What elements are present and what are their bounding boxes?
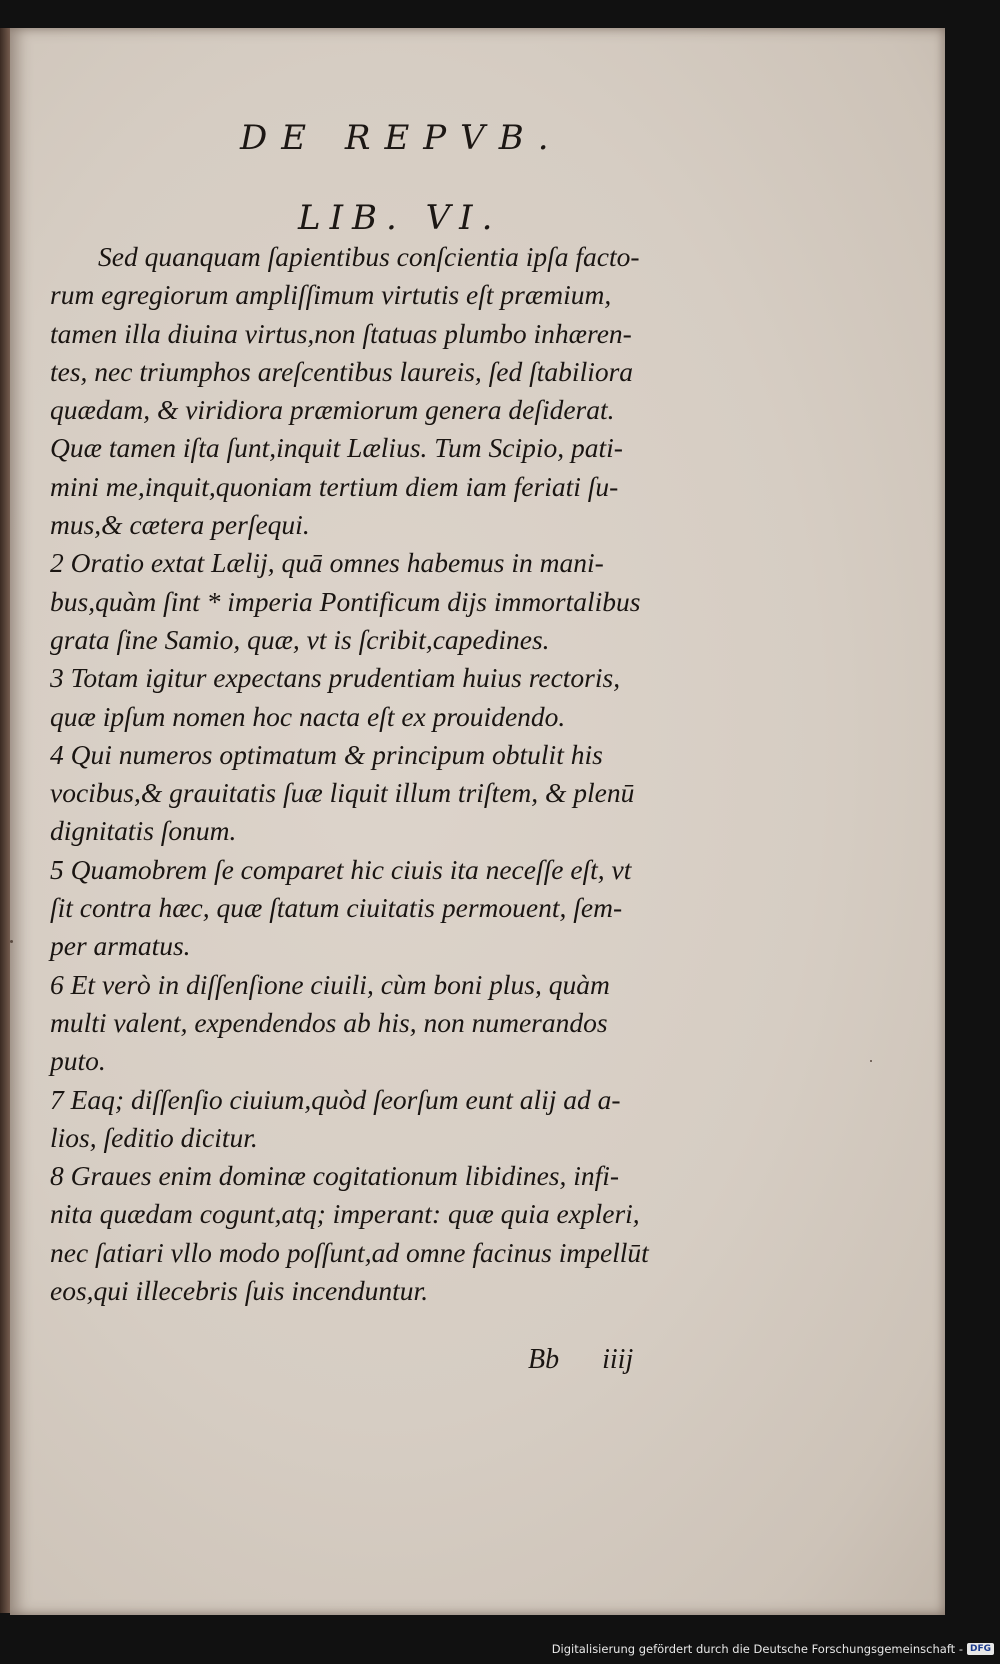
text-line: tes, nec triumphos areſcentibus laureis, ſed ſtabiliora xyxy=(50,355,634,387)
paper-speck xyxy=(10,940,13,943)
signature-letters: Bb xyxy=(528,1344,560,1375)
signature-folio: iiij xyxy=(602,1344,634,1375)
text-line: eos,qui illecebris ſuis incenduntur. xyxy=(50,1275,429,1307)
text-line: puto. xyxy=(50,1045,106,1077)
text-line: 2 Oratio extat Lælij, quā omnes habemus in mani- xyxy=(50,547,604,579)
text-line: lios, ſeditio dicitur. xyxy=(50,1121,258,1153)
signature-mark xyxy=(528,1344,669,1376)
page-body-text xyxy=(50,238,740,1310)
text-line: bus,quàm ſint * imperia Pontificum dijs immortalibus xyxy=(50,585,641,617)
paper-speck xyxy=(870,1060,872,1062)
text-line: mus,& cætera perſequi. xyxy=(50,509,310,541)
text-line: 8 Graues enim dominæ cogitationum libidines, infi- xyxy=(50,1160,620,1192)
text-line: quæ ipſum nomen hoc nacta eſt ex prouidendo. xyxy=(50,700,566,732)
text-line: mini me,inquit,quoniam tertium diem iam feriati ſu- xyxy=(50,470,619,502)
text-line: nec ſatiari vllo modo poſſunt,ad omne facinus impellūt xyxy=(50,1236,649,1268)
text-line: grata ſine Samio, quæ, vt is ſcribit,capedines. xyxy=(50,623,550,655)
text-line: tamen illa diuina virtus,non ſtatuas plumbo inhæren- xyxy=(50,317,632,349)
book-page xyxy=(10,28,945,1615)
text-line: 6 Et verò in diſſenſione ciuili, cùm boni plus, quàm xyxy=(50,968,610,1000)
text-line: nita quædam cogunt,atq; imperant: quæ quia expleri, xyxy=(50,1198,640,1230)
text-line: Sed quanquam ſapientibus conſcientia ipſa facto- xyxy=(98,241,640,272)
credit-text: Digitalisierung gefördert durch die Deutsche Forschungsgemeinschaft - xyxy=(551,1642,963,1656)
text-line: rum egregiorum ampliſſimum virtutis eſt præmium, xyxy=(50,279,612,311)
book-heading: LIB. VI. xyxy=(298,198,502,238)
text-line: vocibus,& grauitatis ſuæ liquit illum triſtem, & plenū xyxy=(50,777,635,809)
text-line: per armatus. xyxy=(50,930,191,962)
text-line: quædam, & viridiora præmiorum genera deſiderat. xyxy=(50,394,615,426)
text-line: multi valent, expendendos ab his, non numerandos xyxy=(50,1006,608,1038)
dfg-logo: DFG xyxy=(967,1643,994,1655)
text-line: 7 Eaq; diſſenſio ciuium,quòd ſeorſum eunt alij ad a- xyxy=(50,1083,621,1115)
running-head: DE REPVB. xyxy=(240,118,563,158)
text-line: Quæ tamen iſta ſunt,inquit Lælius. Tum Scipio, pati- xyxy=(50,432,623,464)
text-line: dignitatis ſonum. xyxy=(50,815,237,847)
text-line: 4 Qui numeros optimatum & principum obtulit his xyxy=(50,738,603,770)
text-line: ſit contra hæc, quæ ſtatum ciuitatis permouent, ſem- xyxy=(50,892,623,924)
text-line: 3 Totam igitur expectans prudentiam huius rectoris, xyxy=(50,662,621,694)
digitization-credit xyxy=(552,1638,994,1660)
text-line: 5 Quamobrem ſe comparet hic ciuis ita neceſſe eſt, vt xyxy=(50,853,632,885)
